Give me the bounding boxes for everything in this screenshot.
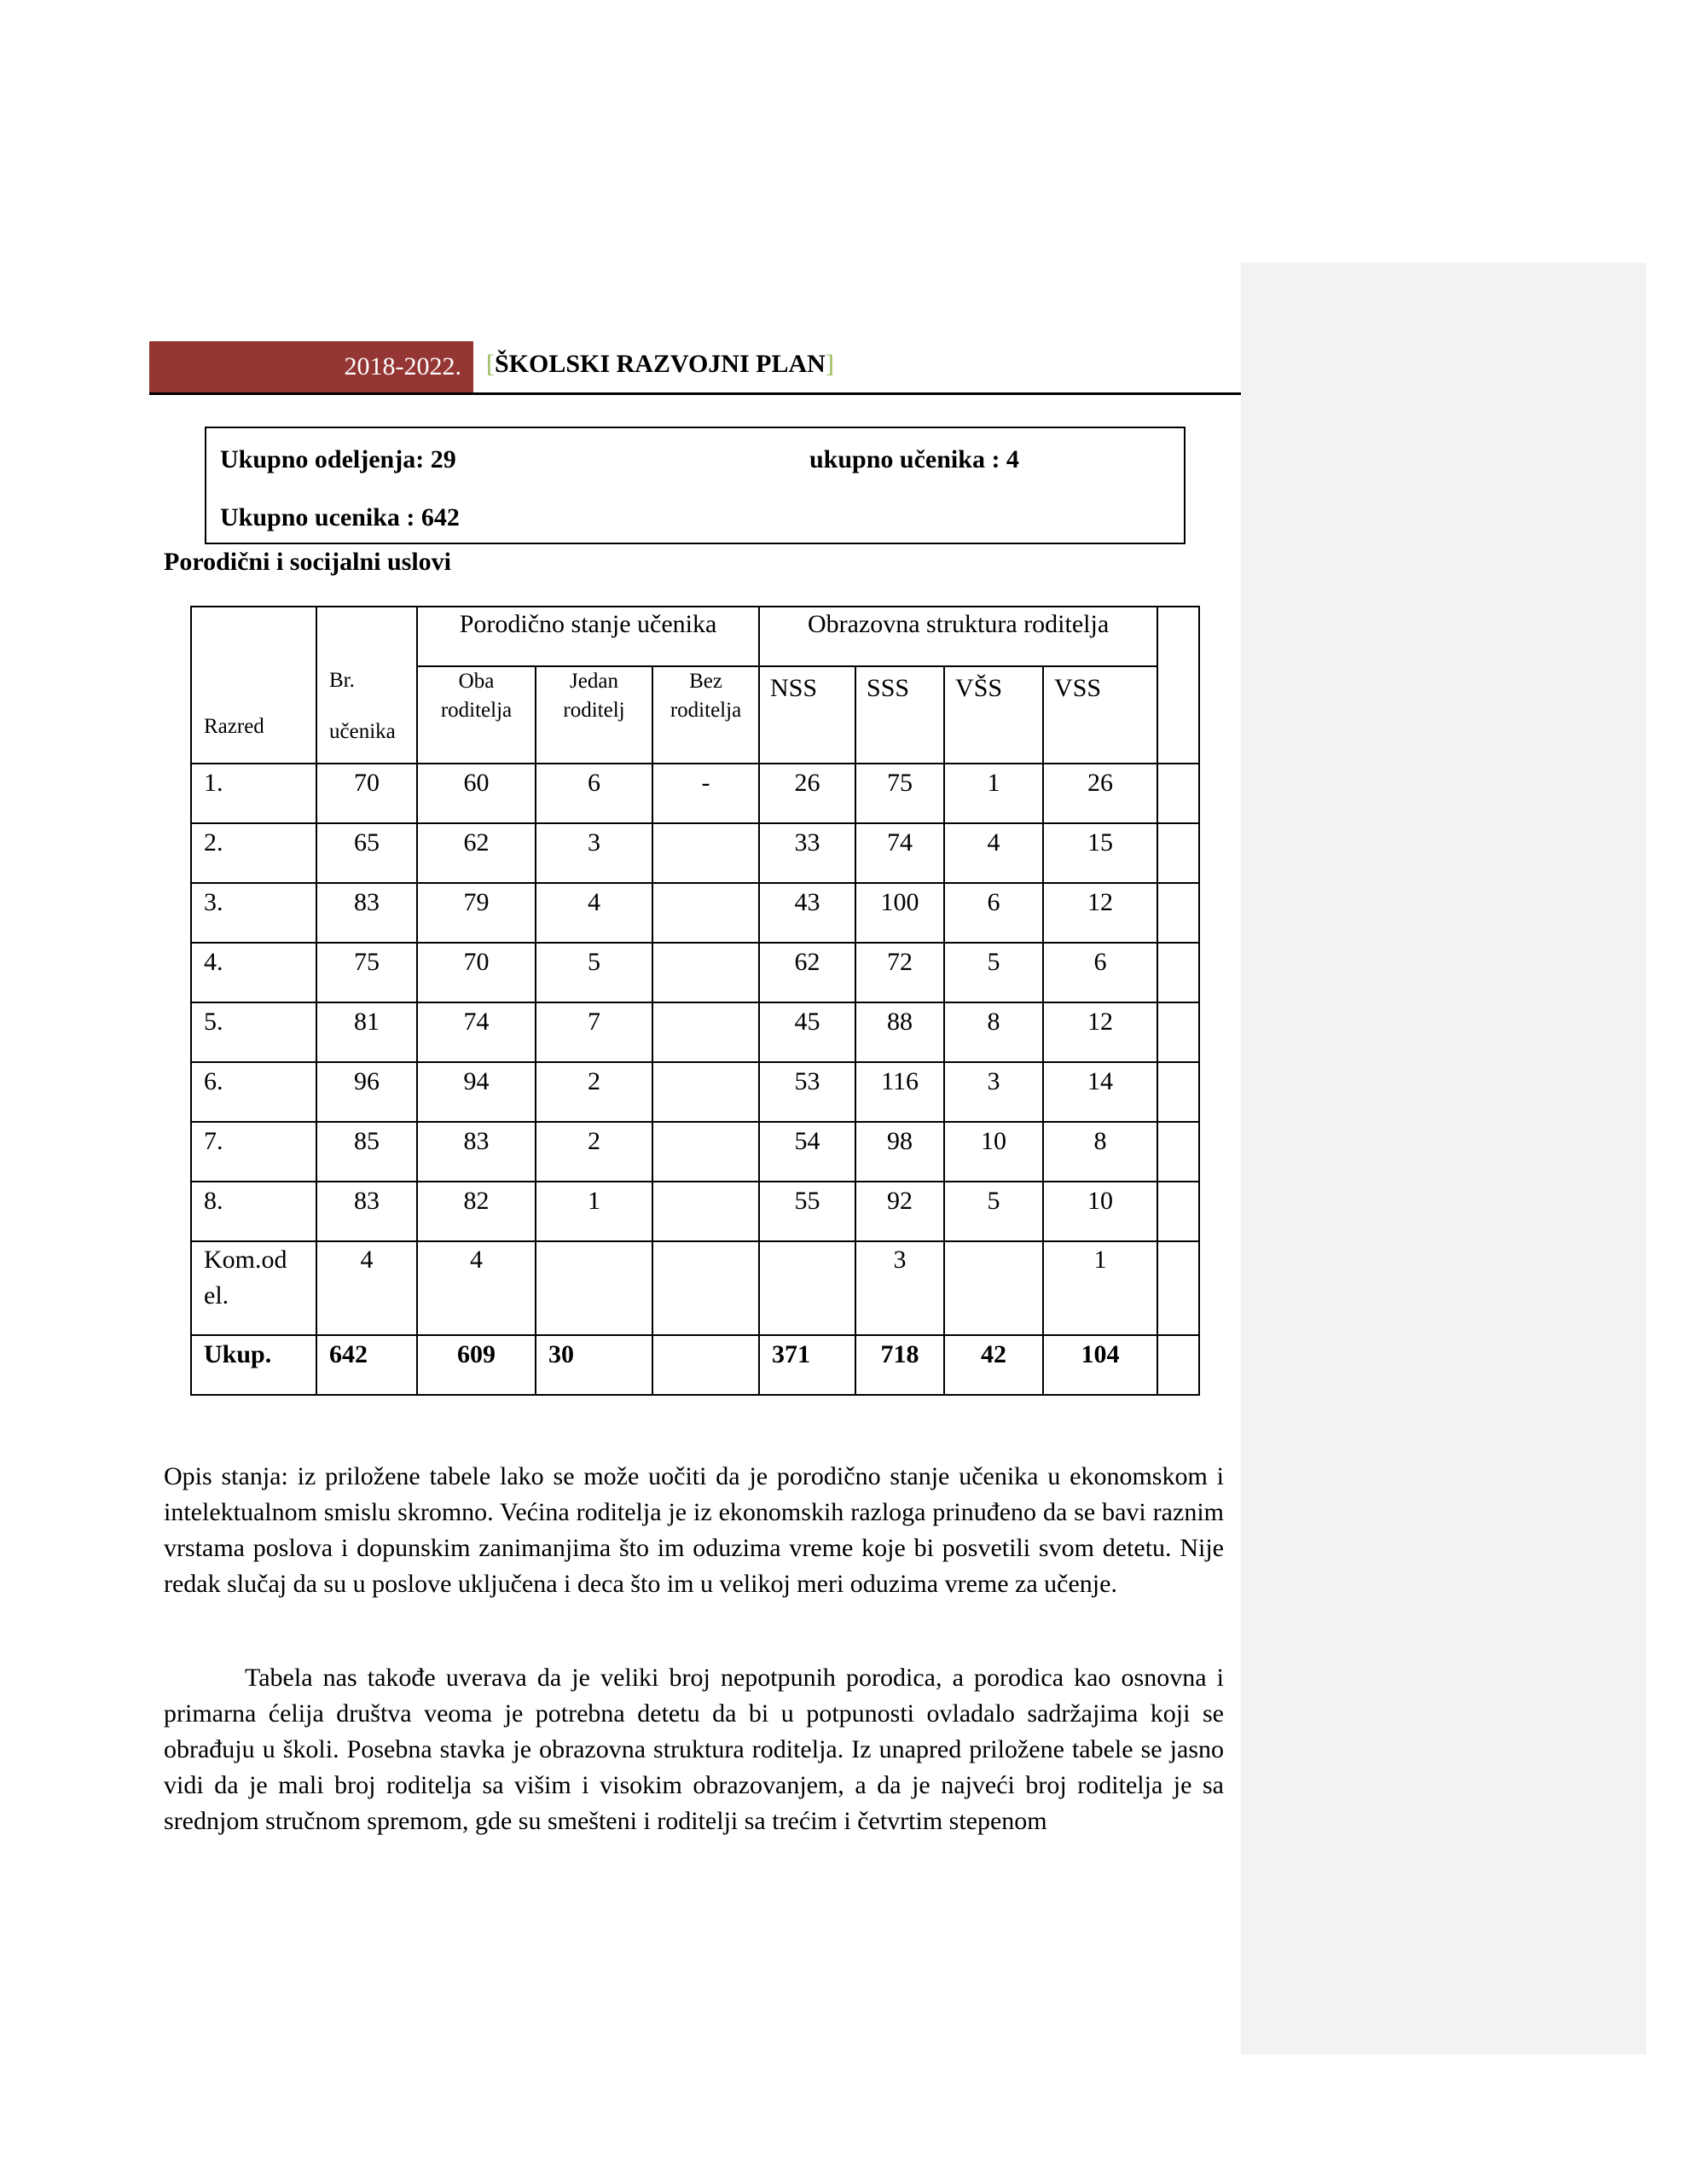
info-ucenika-right: ukupno učenika : 4: [809, 445, 1019, 473]
table-header-row-1: [191, 607, 1199, 666]
table-cell: 5: [944, 943, 1043, 1002]
row-extra: [1157, 1062, 1199, 1122]
row-label: 6.: [191, 1062, 316, 1122]
header-oba: [417, 666, 536, 764]
table-cell: 2: [536, 1062, 652, 1122]
header-bez: [652, 666, 759, 764]
table-cell: 33: [759, 823, 855, 883]
table-row: [191, 1182, 1199, 1241]
table-cell: 79: [417, 883, 536, 943]
header-vss2: VSS: [1043, 666, 1157, 764]
header-nss: NSS: [759, 666, 855, 764]
header-bracket-close: ]: [825, 350, 834, 378]
row-extra: [1157, 1002, 1199, 1062]
table-cell: 83: [316, 1182, 417, 1241]
kom-cell: [652, 1241, 759, 1335]
header-jedan-l2: roditelj: [563, 699, 625, 722]
total-cell: 718: [855, 1335, 944, 1395]
table-cell: [652, 1122, 759, 1182]
table-cell: 65: [316, 823, 417, 883]
table-cell: 6: [536, 764, 652, 823]
table-cell: 15: [1043, 823, 1157, 883]
total-cell: 609: [417, 1335, 536, 1395]
table-cell: 12: [1043, 883, 1157, 943]
table-cell: 10: [944, 1122, 1043, 1182]
table-cell: 83: [417, 1122, 536, 1182]
row-label: 7.: [191, 1122, 316, 1182]
header-oba-l2: roditelja: [440, 699, 513, 722]
header-title: [486, 350, 834, 379]
total-cell: 30: [536, 1335, 652, 1395]
row-extra: [1157, 823, 1199, 883]
table-cell: [652, 883, 759, 943]
table-cell: 45: [759, 1002, 855, 1062]
header-extra-col: [1157, 607, 1199, 764]
total-extra: [1157, 1335, 1199, 1395]
row-label: 3.: [191, 883, 316, 943]
table-cell: 96: [316, 1062, 417, 1122]
table-cell: 100: [855, 883, 944, 943]
row-label: 1.: [191, 764, 316, 823]
row-extra: [1157, 883, 1199, 943]
table-row: [191, 1062, 1199, 1122]
table-cell: 82: [417, 1182, 536, 1241]
total-cell: [652, 1335, 759, 1395]
table-row: [191, 883, 1199, 943]
table-cell: 81: [316, 1002, 417, 1062]
table-cell: 5: [944, 1182, 1043, 1241]
table-cell: [652, 1062, 759, 1122]
table-cell: 7: [536, 1002, 652, 1062]
header-years: [149, 341, 473, 392]
kom-extra: [1157, 1241, 1199, 1335]
total-cell: 642: [316, 1335, 417, 1395]
table-row: [191, 1002, 1199, 1062]
table-cell: 94: [417, 1062, 536, 1122]
table-cell: 75: [316, 943, 417, 1002]
comment-pane: [1241, 263, 1646, 2054]
header-bez-l2: roditelja: [670, 699, 742, 722]
kom-label: Kom.od el.: [191, 1241, 316, 1335]
paragraph-1: [164, 1459, 1224, 1602]
table-cell: 12: [1043, 1002, 1157, 1062]
table-row: [191, 1122, 1199, 1182]
info-odeljenja: Ukupno odeljenja: 29: [220, 445, 456, 473]
table-cell: 8: [944, 1002, 1043, 1062]
table-cell: 74: [855, 823, 944, 883]
header-oba-l1: Oba: [458, 670, 495, 693]
paragraph-1-text: Opis stanja: iz priložene tabele lako se može uočiti da je porodično stanje učenika u ekonomskom i intelektualnom smislu skromno. Većina roditelja je iz ekonomskih razloga prinuđeno da se bavi raznim vrstama poslova i dopunskim zanimanjima što im oduzima vreme koje bi posvetili svom detetu. Nije redak slučaj da su u poslove uključena i deca što im u velikoj meri oduzima vreme za učenje.: [164, 1462, 1224, 1598]
table-cell: [652, 1002, 759, 1062]
header-bracket-open: [: [486, 350, 495, 378]
row-label: 8.: [191, 1182, 316, 1241]
stats-table: [190, 606, 1200, 1396]
section-title: Porodični i socijalni uslovi: [164, 548, 451, 576]
row-label: 2.: [191, 823, 316, 883]
table-cell: 62: [759, 943, 855, 1002]
table-cell: 85: [316, 1122, 417, 1182]
header-group-family: Porodično stanje učenika: [417, 607, 759, 666]
table-cell: 72: [855, 943, 944, 1002]
table-cell: 55: [759, 1182, 855, 1241]
table-cell: -: [652, 764, 759, 823]
total-cell: 104: [1043, 1335, 1157, 1395]
table-cell: 88: [855, 1002, 944, 1062]
kom-cell: 3: [855, 1241, 944, 1335]
table-row-kom: [191, 1241, 1199, 1335]
row-extra: [1157, 764, 1199, 823]
header-br-line2: učenika: [329, 720, 396, 743]
table-cell: 116: [855, 1062, 944, 1122]
table-cell: 3: [536, 823, 652, 883]
total-label: Ukup.: [191, 1335, 316, 1395]
table-cell: 75: [855, 764, 944, 823]
table-cell: 6: [944, 883, 1043, 943]
table-row: [191, 943, 1199, 1002]
kom-cell: [536, 1241, 652, 1335]
header-group-edu: Obrazovna struktura roditelja: [759, 607, 1157, 666]
paragraph-2: [164, 1660, 1224, 1839]
table-cell: 4: [944, 823, 1043, 883]
table-cell: 26: [1043, 764, 1157, 823]
total-cell: 42: [944, 1335, 1043, 1395]
kom-cell: [759, 1241, 855, 1335]
table-cell: 92: [855, 1182, 944, 1241]
table-cell: 54: [759, 1122, 855, 1182]
table-cell: 6: [1043, 943, 1157, 1002]
table-cell: 70: [417, 943, 536, 1002]
table-cell: 5: [536, 943, 652, 1002]
row-label: 4.: [191, 943, 316, 1002]
table-cell: [652, 943, 759, 1002]
table-cell: 43: [759, 883, 855, 943]
header-title-text: ŠKOLSKI RAZVOJNI PLAN: [495, 350, 826, 378]
header-years-text: 2018-2022.: [344, 352, 461, 380]
table-row-total: [191, 1335, 1199, 1395]
row-extra: [1157, 1122, 1199, 1182]
table-cell: 3: [944, 1062, 1043, 1122]
row-extra: [1157, 1182, 1199, 1241]
table-cell: 60: [417, 764, 536, 823]
header-br-line1: Br.: [329, 669, 355, 692]
table-cell: 74: [417, 1002, 536, 1062]
table-row: [191, 823, 1199, 883]
table-cell: 8: [1043, 1122, 1157, 1182]
table-cell: 10: [1043, 1182, 1157, 1241]
table-cell: 2: [536, 1122, 652, 1182]
header-razred: Razred: [191, 607, 316, 764]
table-cell: 53: [759, 1062, 855, 1122]
info-box: [205, 427, 1186, 544]
table-cell: 83: [316, 883, 417, 943]
header-vss1: VŠS: [944, 666, 1043, 764]
table-row: [191, 764, 1199, 823]
total-cell: 371: [759, 1335, 855, 1395]
row-label: 5.: [191, 1002, 316, 1062]
kom-cell: 4: [316, 1241, 417, 1335]
kom-cell: 4: [417, 1241, 536, 1335]
table-cell: [652, 1182, 759, 1241]
header-jedan-l1: Jedan: [570, 670, 618, 693]
header-br: [316, 607, 417, 764]
header-bez-l1: Bez: [689, 670, 722, 693]
header-rule: [149, 392, 1241, 395]
paragraph-2-text: Tabela nas takođe uverava da je veliki broj nepotpunih porodica, a porodica kao osnovna i primarna ćelija društva veoma je potrebna detetu da bi u potpunosti ovladalo sadržajima koji se obrađuju u školi. Posebna stavka je obrazovna struktura roditelja. Iz unapred priložene tabele se jasno vidi da je mali broj roditelja sa višim i visokim obrazovanjem, a da je najveći broj roditelja je sa srednjom stručnom spremom, gde su smešteni i roditelji sa trećim i četvrtim stepenom: [164, 1664, 1224, 1835]
table-body: [191, 764, 1199, 1241]
table-cell: 98: [855, 1122, 944, 1182]
table-cell: 1: [944, 764, 1043, 823]
kom-cell: 1: [1043, 1241, 1157, 1335]
table-cell: 70: [316, 764, 417, 823]
table-cell: 4: [536, 883, 652, 943]
table-cell: [652, 823, 759, 883]
kom-cell: [944, 1241, 1043, 1335]
table-cell: 14: [1043, 1062, 1157, 1122]
header-sss: SSS: [855, 666, 944, 764]
table-cell: 1: [536, 1182, 652, 1241]
header-jedan: [536, 666, 652, 764]
row-extra: [1157, 943, 1199, 1002]
info-ucenika: Ukupno ucenika : 642: [220, 503, 460, 531]
table-cell: 62: [417, 823, 536, 883]
table-cell: 26: [759, 764, 855, 823]
